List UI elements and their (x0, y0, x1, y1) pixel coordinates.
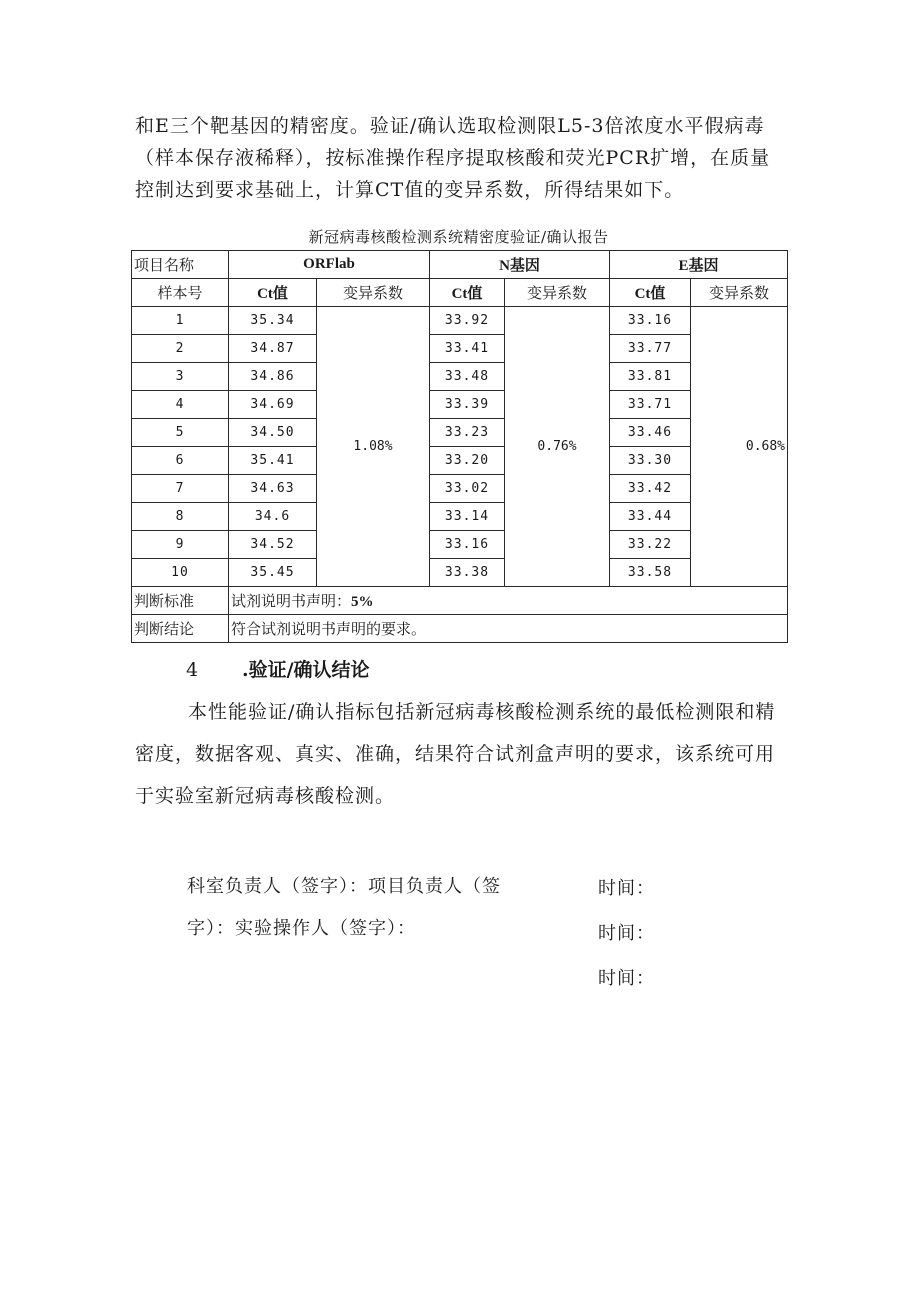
table-row (132, 307, 788, 335)
ct-header: Ct值 (229, 279, 317, 307)
section-heading (186, 655, 586, 682)
ct-header: Ct值 (610, 279, 691, 307)
n-cv-cell: 0.76% (505, 307, 610, 587)
n-ct-cell: 33.38 (430, 559, 505, 587)
n-ct-cell: 33.41 (430, 335, 505, 363)
criteria-label: 判断标准 (132, 587, 229, 615)
section-number: 4 (186, 659, 199, 681)
n-ct-cell: 33.39 (430, 391, 505, 419)
header-row-2 (132, 279, 788, 307)
criteria-value: 5% (351, 594, 374, 610)
e-ct-cell: 33.42 (610, 475, 691, 503)
sample-no-cell: 5 (132, 419, 229, 447)
orf-ct-cell: 34.6 (229, 503, 317, 531)
conclusion-line: 本性能验证/确认指标包括新冠病毒核酸检测系统的最低检测限和精 (188, 701, 776, 723)
sample-no-cell: 3 (132, 363, 229, 391)
e-ct-cell: 33.71 (610, 391, 691, 419)
ct-header: Ct值 (430, 279, 505, 307)
sample-no-cell: 2 (132, 335, 229, 363)
e-gene-header: E基因 (610, 251, 788, 279)
time-label-3: 时间： (598, 968, 655, 989)
cv-header: 变异系数 (317, 279, 430, 307)
e-ct-cell: 33.22 (610, 531, 691, 559)
cv-header: 变异系数 (505, 279, 610, 307)
section-title: .验证/确认结论 (242, 659, 370, 681)
e-ct-cell: 33.30 (610, 447, 691, 475)
sample-no-cell: 8 (132, 503, 229, 531)
conclusion-row (132, 615, 788, 643)
orf-ct-cell: 34.69 (229, 391, 317, 419)
conclusion-line: 密度，数据客观、真实、准确，结果符合试剂盒声明的要求，该系统可用 (135, 743, 776, 765)
signature-line-2: 字）：实验操作人（签字）： (187, 918, 416, 939)
n-ct-cell: 33.92 (430, 307, 505, 335)
sample-no-cell: 9 (132, 531, 229, 559)
table-caption: 新冠病毒核酸检测系统精密度验证/确认报告 (308, 228, 609, 246)
orf-ct-cell: 35.34 (229, 307, 317, 335)
intro-paragraph (135, 111, 790, 205)
e-ct-cell: 33.77 (610, 335, 691, 363)
table-row (132, 531, 788, 559)
cv-header: 变异系数 (691, 279, 788, 307)
sample-no-cell: 4 (132, 391, 229, 419)
n-ct-cell: 33.23 (430, 419, 505, 447)
orf-ct-cell: 34.86 (229, 363, 317, 391)
orf-ct-cell: 35.45 (229, 559, 317, 587)
n-ct-cell: 33.14 (430, 503, 505, 531)
table-row (132, 447, 788, 475)
table-row (132, 419, 788, 447)
orf-ct-cell: 34.50 (229, 419, 317, 447)
item-name-header: 项目名称 (132, 251, 229, 279)
n-ct-cell: 33.16 (430, 531, 505, 559)
conclusion-text: 符合试剂说明书声明的要求。 (229, 615, 788, 643)
intro-line: （样本保存液稀释），按标准操作程序提取核酸和荧光PCR扩增，在质量 (135, 147, 771, 169)
orf-header: ORFlab (229, 251, 430, 279)
e-ct-cell: 33.44 (610, 503, 691, 531)
precision-report-table (131, 250, 788, 643)
conclusion-label: 判断结论 (132, 615, 229, 643)
sample-no-cell: 10 (132, 559, 229, 587)
e-ct-cell: 33.46 (610, 419, 691, 447)
intro-line: 控制达到要求基础上，计算CT值的变异系数，所得结果如下。 (135, 179, 685, 201)
e-cv-cell: 0.68% (691, 307, 788, 587)
n-ct-cell: 33.02 (430, 475, 505, 503)
table-row (132, 475, 788, 503)
orf-cv-cell: 1.08% (317, 307, 430, 587)
n-ct-cell: 33.48 (430, 363, 505, 391)
time-label-2: 时间： (598, 923, 655, 944)
e-ct-cell: 33.58 (610, 559, 691, 587)
header-row-1 (132, 251, 788, 279)
e-ct-cell: 33.16 (610, 307, 691, 335)
orf-ct-cell: 34.87 (229, 335, 317, 363)
conclusion-line: 于实验室新冠病毒核酸检测。 (135, 785, 396, 807)
conclusion-paragraph (135, 697, 790, 811)
table-row (132, 503, 788, 531)
table-row (132, 335, 788, 363)
orf-ct-cell: 34.63 (229, 475, 317, 503)
table-row (132, 363, 788, 391)
sample-no-cell: 6 (132, 447, 229, 475)
table-row (132, 559, 788, 587)
intro-line: 和E三个靶基因的精密度。验证/确认选取检测限L5-3倍浓度水平假病毒 (135, 115, 765, 137)
criteria-cell (229, 587, 788, 615)
sample-no-cell: 1 (132, 307, 229, 335)
orf-ct-cell: 35.41 (229, 447, 317, 475)
sample-no-header: 样本号 (132, 279, 229, 307)
signature-line-1: 科室负责人（签字）：项目负责人（签 (187, 876, 501, 897)
n-gene-header: N基因 (430, 251, 610, 279)
criteria-row (132, 587, 788, 615)
table-row (132, 391, 788, 419)
time-label-1: 时间： (598, 878, 655, 899)
orf-ct-cell: 34.52 (229, 531, 317, 559)
e-ct-cell: 33.81 (610, 363, 691, 391)
n-ct-cell: 33.20 (430, 447, 505, 475)
sample-no-cell: 7 (132, 475, 229, 503)
criteria-text: 试剂说明书声明： (231, 592, 352, 610)
